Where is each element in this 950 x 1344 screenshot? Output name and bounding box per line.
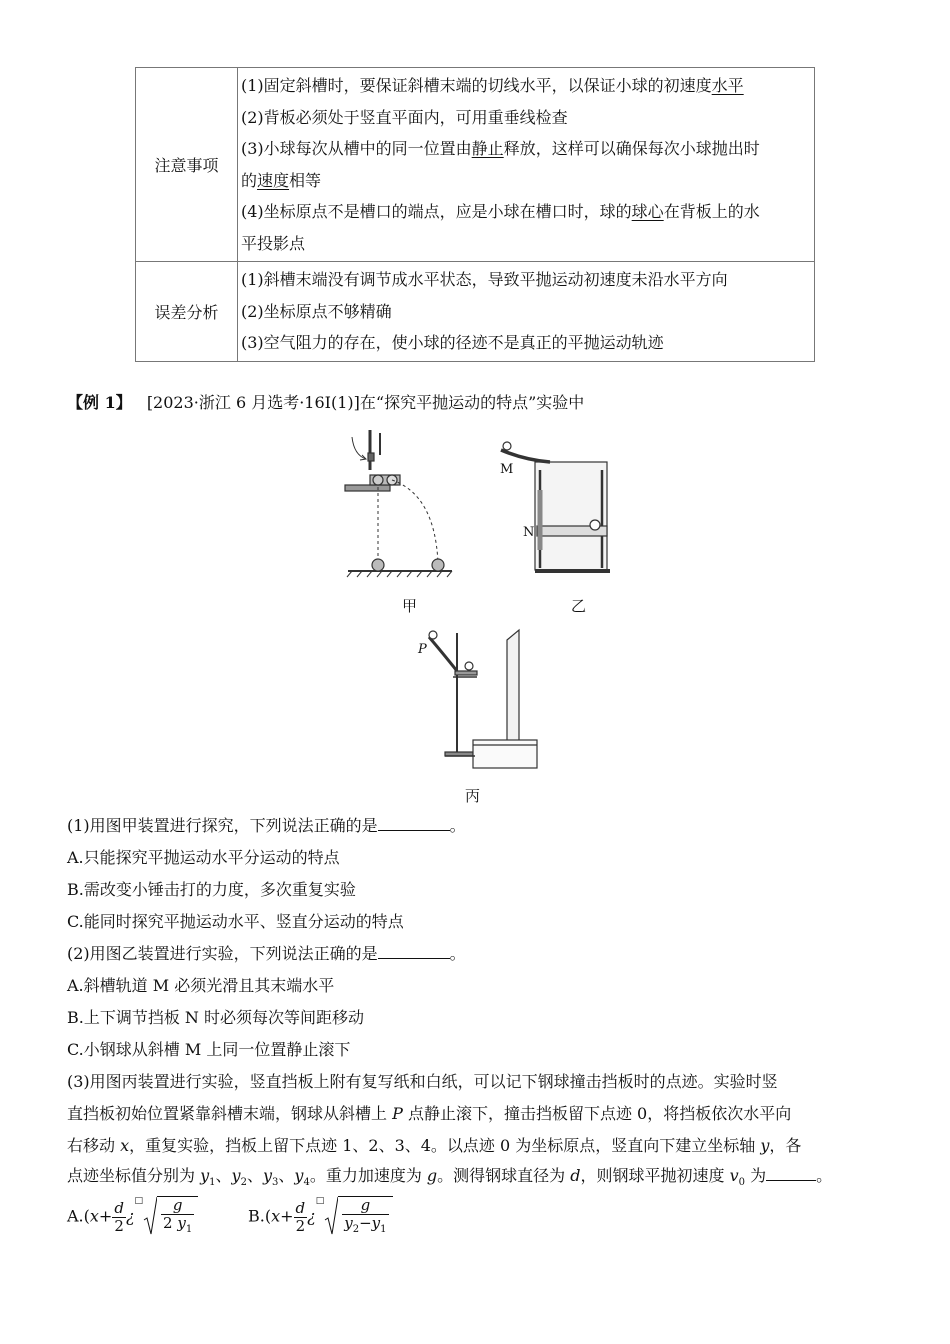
q3-line-3: 右移动 x，重复实验，挡板上留下点迹 1、2、3、4。以点迹 0 为坐标原点，竖直向下建立坐标轴 y，各: [67, 1136, 802, 1155]
row-heading: 误差分析: [136, 262, 238, 362]
text-segment: 平投影点: [241, 233, 306, 253]
row-line: [241, 102, 811, 134]
example-source: [2023·浙江 6 月选考·16Ⅰ(1)]在“探究平抛运动的特点”实验中: [146, 393, 585, 412]
q3-line-2: 直挡板初始位置紧靠斜槽末端，钢球从斜槽上 P 点静止滚下，撞击挡板留下点迹 0，将挡板依次水平向: [67, 1104, 792, 1123]
q1-answer-blank[interactable]: [378, 816, 450, 831]
row-heading: 注意事项: [136, 68, 238, 262]
row-line: [241, 327, 811, 359]
row-line: [241, 196, 811, 228]
q2-answer-blank[interactable]: [378, 944, 450, 959]
text-segment: (2)坐标原点不够精确: [241, 301, 392, 321]
text-segment: (1)固定斜槽时，要保证斜槽末端的切线水平，以保证小球的初速度: [241, 76, 712, 95]
row-line: [241, 165, 811, 197]
q1-option-c: C.能同时探究平抛运动水平、竖直分运动的特点: [67, 912, 404, 931]
table-row: [136, 68, 815, 262]
q2-option-a: A.斜槽轨道 M 必须光滑且其末端水平: [67, 976, 335, 995]
example-heading: [67, 390, 584, 413]
text-segment: (1)斜槽末端没有调节成水平状态，导致平抛运动初速度未沿水平方向: [241, 270, 728, 289]
example-tag: 【例 1】: [67, 393, 132, 412]
row-line: [241, 264, 811, 296]
q3-line-1: (3)用图丙装置进行实验，竖直挡板上附有复写纸和白纸，可以记下钢球撞击挡板时的点迹。实验时竖: [67, 1072, 778, 1091]
row-line: [241, 70, 811, 102]
label-p: P: [418, 642, 427, 657]
sqrt-b: $\frac{g}{y_2-y_1}$: [324, 1196, 392, 1238]
q2-option-b: B.上下调节挡板 N 时必须每次等间距移动: [67, 1008, 365, 1027]
text-segment: (4)坐标原点不是槽口的端点，应是小球在槽口时，球的: [241, 202, 632, 221]
answer-option-b: B.(x+ $\frac{d}{2}$ ¿□ $\frac{g}{y_2-y_1}$: [248, 1196, 393, 1238]
row-content: [238, 68, 815, 262]
underlined-keyword: 速度: [257, 170, 290, 190]
notes-table: [135, 67, 815, 362]
figure-jia: [340, 425, 460, 585]
figure-bing: [415, 625, 545, 770]
caption-jia: 甲: [402, 597, 418, 615]
q1-stem: (1)用图甲装置进行探究，下列说法正确的是 。: [67, 816, 466, 835]
row-content: [238, 262, 815, 362]
underlined-keyword: 水平: [711, 76, 744, 95]
text-segment: 释放，这样可以确保每次小球抛出时: [503, 139, 760, 158]
row-line: [241, 133, 811, 165]
q2-stem: (2)用图乙装置进行实验，下列说法正确的是 。: [67, 944, 466, 963]
text-segment: 的: [241, 170, 258, 190]
text-segment: 在背板上的水: [663, 202, 760, 221]
answer-option-a: A.(x+ $\frac{d}{2}$ ¿□ $\frac{g}{2 y_1}$: [67, 1196, 198, 1238]
row-line: [241, 296, 811, 328]
figure-yi: [495, 440, 620, 580]
q2-option-c: C.小钢球从斜槽 M 上同一位置静止滚下: [67, 1040, 351, 1059]
caption-bing: 丙: [465, 787, 481, 805]
text-segment: 相等: [289, 170, 322, 190]
q1-option-a: A.只能探究平抛运动水平分运动的特点: [67, 848, 340, 867]
underlined-keyword: 静止: [471, 139, 504, 158]
q1-option-b: B.需改变小锤击打的力度，多次重复实验: [67, 880, 356, 899]
table-row: [136, 262, 815, 362]
row-line: [241, 228, 811, 260]
q3-answer-blank[interactable]: [766, 1166, 816, 1181]
text-segment: (3)小球每次从槽中的同一位置由: [241, 139, 472, 158]
underlined-keyword: 球心: [631, 202, 664, 221]
sqrt-a: $\frac{g}{2 y_1}$: [143, 1196, 198, 1238]
label-n: N: [523, 525, 535, 540]
q3-line-4: 点迹坐标值分别为 $y_1$、$y_2$、$y_3$、$y_4$。重力加速度为 g。测得钢球直径为 d，则钢球平抛初速度 $v_0$ 为 。: [67, 1166, 833, 1189]
label-m: M: [500, 462, 514, 477]
caption-yi: 乙: [571, 597, 587, 615]
text-segment: (2)背板必须处于竖直平面内，可用重垂线检查: [241, 107, 568, 127]
text-segment: (3)空气阻力的存在，使小球的径迹不是真正的平抛运动轨迹: [241, 333, 664, 352]
